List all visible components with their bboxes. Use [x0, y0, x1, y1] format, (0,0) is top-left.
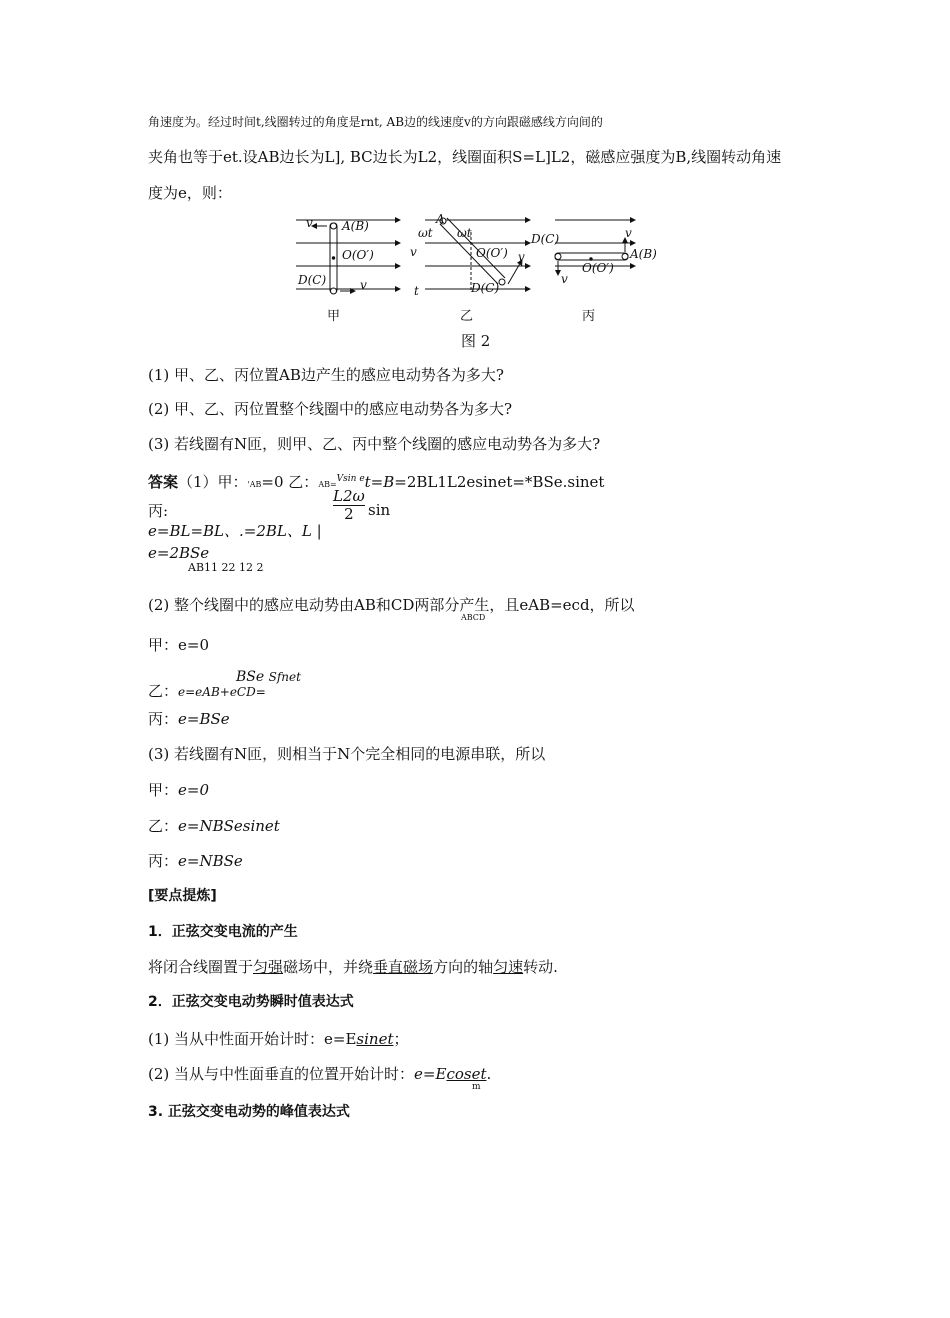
answer-part1-sub-ab: 'AB — [247, 480, 262, 489]
part3-line-1: (3) 若线圈有N匝，则相当于N个完全相同的电源串联，所以 — [148, 745, 546, 763]
summary-s1-text — [148, 958, 558, 976]
question-2: (2) 甲、乙、丙位置整个线圈中的感应电动势各为多大? — [148, 400, 513, 418]
fig-label-bing: 丙 — [582, 309, 596, 324]
summary-s2-item-2 — [148, 1065, 491, 1083]
answer-e1-c: =2BL、L | — [243, 522, 322, 540]
fig-yi-v2: v — [518, 250, 525, 264]
fig-yi-wt-left: ωt — [418, 226, 433, 240]
s2-item2-sub: m — [472, 1082, 481, 1092]
s2-item2-e: e=E — [414, 1065, 447, 1083]
fig-yi-OO: O(O′) — [476, 246, 508, 260]
s1-text-d: 转动. — [523, 958, 558, 976]
part2-line-1: (2) 整个线圈中的感应电动势由AB和CD两部分产生，且eAB=ecd，所以 — [148, 596, 635, 614]
figure-caption: 图 2 — [461, 332, 491, 350]
answer-bing-label: 丙: — [148, 502, 169, 520]
question-1: (1) 甲、乙、丙位置AB边产生的感应电动势各为多大? — [148, 366, 504, 384]
s1-text-b: 磁场中，并绕 — [283, 958, 374, 976]
part2-bing-label: 丙： — [148, 710, 179, 728]
fig-jia-v-top: v — [306, 216, 313, 230]
fig-bing-DC: D(C) — [531, 232, 560, 246]
fig-yi-A: A — [436, 212, 445, 226]
question-3: (3) 若线圈有N匝，则甲、乙、丙中整个线圈的感应电动势各为多大? — [148, 435, 601, 453]
intro-line-3: 度为e，则： — [148, 184, 232, 202]
summary-s2-item-1 — [148, 1030, 409, 1048]
answer-part1-c: AB= — [318, 480, 337, 489]
part2-jia: 甲：e=0 — [148, 636, 209, 654]
part2-bing-expr: e=BSe — [178, 710, 230, 728]
fig-bing-OO: O(O′) — [582, 261, 614, 275]
answer-e1-b: =BL、. — [190, 522, 244, 540]
part2-bing — [148, 710, 230, 728]
intro-line-2: 夹角也等于et.设AB边长为L], BC边长为L2，线圈面积S=L]L2，磁感应强度为B,线圈转动角速 — [148, 148, 782, 166]
fig-jia-DC: D(C) — [298, 273, 327, 287]
part2-line-1-sub: ABCD — [461, 613, 486, 622]
s2-item1-b: ； — [393, 1030, 409, 1048]
part3-jia-label: 甲： — [148, 781, 179, 799]
part2-yi-tail: Sfnet — [268, 670, 301, 684]
part3-bing — [148, 852, 243, 870]
answer-e1-a: e=BL — [148, 522, 191, 540]
figure-2 — [290, 212, 690, 328]
part3-yi-expr: e=NBSesinet — [178, 817, 280, 835]
answer-part1-a: （1）甲： — [178, 473, 248, 491]
s2-item2-underline: coset — [446, 1065, 487, 1083]
answer-bing-sin: sin — [368, 501, 391, 519]
fig-jia-v-bottom: v — [360, 278, 367, 292]
s2-item2-a: (2) 当从与中性面垂直的位置开始计时： — [148, 1065, 415, 1083]
part3-jia — [148, 781, 209, 799]
answer-part1-b: =0 乙： — [261, 473, 319, 491]
answer-label: 答案 — [148, 473, 179, 491]
fig-bing-AB: A(B) — [630, 247, 657, 261]
s2-item1-underline: sinet — [356, 1030, 394, 1048]
answer-part1-vsin: Vsin e — [336, 474, 365, 484]
summary-s1-title: 1．正弦交变电流的产生 — [148, 924, 298, 940]
part2-yi-expr: e=eAB+eCD= — [178, 685, 266, 699]
s1-underline-2: 垂直磁场 — [373, 958, 434, 976]
fig-jia-AB: A(B) — [342, 219, 369, 233]
answer-e-line-2: e=2BSe — [148, 544, 210, 562]
part2-yi-label: 乙： — [148, 682, 179, 700]
answer-e-line-3: AB11 22 12 2 — [188, 561, 264, 574]
answer-bing-frac-num: L2ω — [333, 487, 365, 505]
fig-label-yi: 乙 — [460, 309, 474, 324]
part2-yi-over-text: BSe — [236, 669, 265, 685]
answer-line-1 — [148, 470, 604, 494]
part3-yi-label: 乙： — [148, 817, 179, 835]
intro-line-1: 角速度为。经过时间t,线圈转过的角度是rnt, AB边的线速度v的方向跟磁感线方向间的 — [148, 115, 603, 129]
fig-bing-v-top: v — [625, 226, 632, 240]
fig-yi-wt-right: ωt — [457, 226, 472, 240]
summary-heading: [要点提炼] — [148, 888, 217, 904]
part3-yi — [148, 817, 280, 835]
fig-label-jia: 甲 — [327, 309, 341, 324]
part3-bing-label: 丙： — [148, 852, 179, 870]
answer-part1-e: =2BL1L2esinet=*BSe.sinet — [394, 473, 605, 491]
fig-yi-t: t — [414, 284, 419, 298]
s1-text-a: 将闭合线圈置于 — [148, 958, 254, 976]
fig-yi-DC: D(C) — [471, 281, 500, 295]
s2-item2-b: . — [486, 1065, 492, 1083]
s1-text-c: 方向的轴 — [433, 958, 494, 976]
s2-item1-a: (1) 当从中性面开始计时：e=E — [148, 1030, 357, 1048]
answer-e-line-1 — [148, 522, 322, 540]
fig-yi-v: v — [410, 245, 417, 259]
summary-s2-title: 2．正弦交变电动势瞬时值表达式 — [148, 994, 354, 1010]
fig-bing-v-bottom: v — [561, 272, 568, 286]
part3-jia-expr: e=0 — [178, 781, 210, 799]
answer-part1-d: t=B — [364, 473, 395, 491]
answer-bing-frac-den: 2 — [344, 505, 354, 523]
part2-yi — [148, 682, 266, 701]
fig-jia-OO: O(O′) — [342, 248, 374, 262]
summary-s3-title: 3. 正弦交变电动势的峰值表达式 — [148, 1104, 350, 1120]
s1-underline-1: 匀强 — [253, 958, 284, 976]
s1-underline-3: 匀速 — [493, 958, 524, 976]
part3-bing-expr: e=NBSe — [178, 852, 243, 870]
answer-bing-fraction — [333, 488, 365, 523]
